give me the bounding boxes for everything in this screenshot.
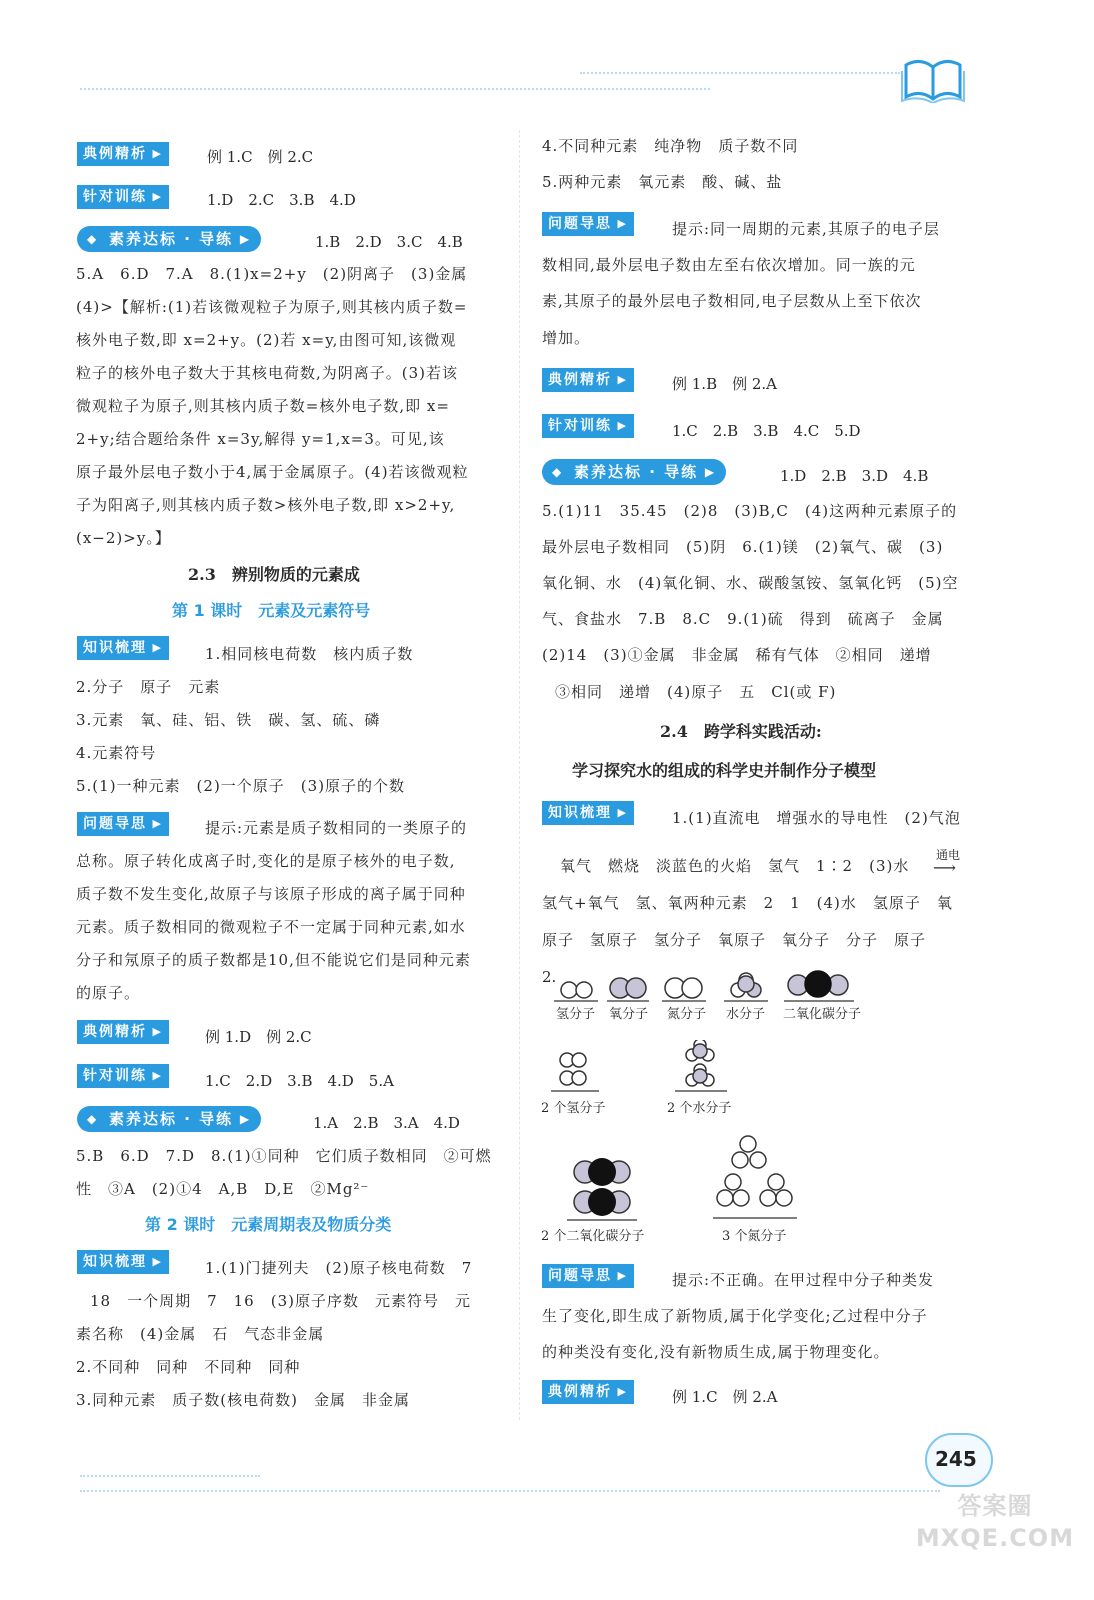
left-line2-1: 5.B 6.D 7.D 8.(1)①同种 它们质子数相同 ②可燃 [76, 1147, 492, 1165]
tag-practice-right: 针对训练 ▶ [542, 414, 634, 438]
section-2-3-title: 2.3 辨别物质的元素成 [188, 565, 360, 584]
tag-knowledge-2: 知识梳理 ▶ [77, 1250, 169, 1274]
right-practice-answers: 1.C 2.B 3.B 4.C 5.D [672, 422, 861, 440]
left-practice-answers: 1.D 2.C 3.B 4.D [207, 191, 356, 209]
right-line-3: 氧化铜、水 (4)氧化铜、水、碳酸氢铵、氢氧化钙 (5)空 [542, 574, 959, 592]
right-guide2-3: 的种类没有变化,没有新物质生成,属于物理变化。 [542, 1343, 890, 1361]
left-line-4: 粒子的核外电子数大于其核电荷数,为阴离子。(3)若该 [76, 364, 459, 382]
right-guide-1: 提示:同一周期的元素,其原子的电子层 [672, 220, 940, 238]
right-line-4: 气、食盐水 7.B 8.C 9.(1)硫 得到 硫离子 金属 [542, 610, 944, 628]
left-knowledge-1: 1.相同核电荷数 核内质子数 [205, 645, 414, 663]
left-line-6: 2+y;结合题给条件 x=3y,解得 y=1,x=3。可见,该 [76, 430, 445, 448]
tag-practice-2: 针对训练 ▶ [77, 1064, 169, 1088]
right-knowledge-4: 原子 氢原子 氢分子 氧原子 氧分子 分子 原子 [542, 931, 927, 949]
right-line-6: ③相同 递增 (4)原子 五 Cl(或 F) [555, 683, 837, 701]
right-guide2-1: 提示:不正确。在甲过程中分子种类发 [672, 1271, 935, 1289]
caption-co2: 二氧化碳分子 [783, 1007, 862, 1022]
left-literacy-answers: 1.B 2.D 3.C 4.B [315, 233, 463, 251]
left-line-9: (x−2)>y。】 [76, 529, 171, 547]
tag-guide-right: 问题导思 ▶ [542, 212, 634, 236]
left-knowledge2-1: 1.(1)门捷列夫 (2)原子核电荷数 7 [205, 1259, 473, 1277]
tag-practice: 针对训练 ▶ [77, 185, 169, 209]
header-dotted-line-2 [580, 72, 900, 74]
tag-example-right-2: 典例精析 ▶ [542, 1380, 634, 1404]
right-knowledge-2: 氧气 燃烧 淡蓝色的火焰 氢气 1∶2 (3)水 [560, 857, 910, 875]
tag-literacy: ◆ 素养达标 · 导练 ▶ [77, 226, 261, 252]
left-line-5: 微观粒子为原子,则其核内质子数=核外电子数,即 x= [76, 397, 450, 415]
left-guide-1: 提示:元素是质子数相同的一类原子的 [205, 819, 468, 837]
right-guide-4: 增加。 [542, 329, 591, 347]
left-knowledge2-5: 3.同种元素 质子数(核电荷数) 金属 非金属 [76, 1391, 411, 1409]
reaction-arrow: ⟶ [933, 858, 956, 877]
tag-literacy-2: ◆ 素养达标 · 导练 ▶ [77, 1106, 261, 1132]
left-knowledge2-2: 18 一个周期 7 16 (3)原子序数 元素符号 元 [90, 1292, 471, 1310]
left-example-answers-2: 例 1.D 例 2.C [205, 1028, 312, 1046]
header-dotted-line [80, 88, 710, 90]
right-line-1: 5.(1)11 35.45 (2)8 (3)B,C (4)这两种元素原子的 [542, 502, 958, 520]
lesson-1-title: 第 1 课时 元素及元素符号 [172, 601, 371, 620]
caption-oxygen: 氧分子 [609, 1007, 649, 1022]
left-guide-2: 总称。原子转化成离子时,变化的是原子核外的电子数, [76, 852, 456, 870]
right-line-5: (2)14 (3)①金属 非金属 稀有气体 ②相同 递增 [542, 646, 932, 664]
column-divider [519, 130, 520, 1420]
caption-2-hydrogen: 2 个氢分子 [541, 1101, 606, 1116]
footer-dotted-line-2 [80, 1490, 940, 1492]
left-knowledge-2: 2.分子 原子 元素 [76, 678, 221, 696]
page-number: 245 [935, 1447, 977, 1471]
left-knowledge-4: 4.元素符号 [76, 744, 157, 762]
left-line-7: 原子最外层电子数小于4,属于金属原子。(4)若该微观粒 [76, 463, 469, 481]
figure-number: 2. [542, 968, 557, 986]
left-guide-5: 分子和氖原子的质子数都是10,但不能说它们是同种元素 [76, 951, 471, 969]
tag-example-2: 典例精析 ▶ [77, 1020, 169, 1044]
tag-knowledge-right: 知识梳理 ▶ [542, 801, 634, 825]
left-line-2: (4)>【解析:(1)若该微观粒子为原子,则其核内质子数= [76, 298, 468, 316]
left-knowledge-5: 5.(1)一种元素 (2)一个原子 (3)原子的个数 [76, 777, 406, 795]
right-knowledge-3: 氢气+氧气 氢、氧两种元素 2 1 (4)水 氢原子 氧 [542, 894, 953, 912]
right-example-answers: 例 1.B 例 2.A [672, 375, 778, 393]
right-line-2: 最外层电子数相同 (5)阴 6.(1)镁 (2)氧气、碳 (3) [542, 538, 944, 556]
tag-knowledge: 知识梳理 ▶ [77, 636, 169, 660]
watermark-logo: 答案圈 MXQE.COM [915, 1492, 1075, 1552]
right-literacy-answers: 1.D 2.B 3.D 4.B [780, 467, 929, 485]
left-line-8: 子为阳离子,则其核内质子数>核外电子数,即 x>2+y, [76, 496, 456, 514]
caption-water: 水分子 [726, 1007, 766, 1022]
left-knowledge2-3: 素名称 (4)金属 石 气态非金属 [76, 1325, 325, 1343]
left-line2-2: 性 ③A (2)①4 A,B D,E ②Mg²⁻ [76, 1180, 370, 1198]
caption-2-co2: 2 个二氧化碳分子 [541, 1229, 645, 1244]
caption-3-nitrogen: 3 个氮分子 [722, 1229, 787, 1244]
caption-2-water: 2 个水分子 [667, 1101, 732, 1116]
left-line-1: 5.A 6.D 7.A 8.(1)x=2+y (2)阴离子 (3)金属 [76, 265, 468, 283]
tag-example: 典例精析 ▶ [77, 142, 169, 166]
right-guide2-2: 生了变化,即生成了新物质,属于化学变化;乙过程中分子 [542, 1307, 928, 1325]
section-2-4-subtitle: 学习探究水的组成的科学史并制作分子模型 [572, 761, 877, 780]
left-practice-answers-2: 1.C 2.D 3.B 4.D 5.A [205, 1072, 394, 1090]
caption-hydrogen: 氢分子 [556, 1007, 596, 1022]
left-guide-4: 元素。质子数相同的微观粒子不一定属于同种元素,如水 [76, 918, 466, 936]
section-2-4-title: 2.4 跨学科实践活动: [660, 722, 822, 741]
molecule-models-row3 [545, 1132, 815, 1222]
left-line-3: 核外电子数,即 x=2+y。(2)若 x=y,由图可知,该微观 [76, 331, 457, 349]
right-guide-3: 素,其原子的最外层电子数相同,电子层数从上至下依次 [542, 292, 922, 310]
left-literacy-answers-2: 1.A 2.B 3.A 4.D [313, 1114, 460, 1132]
tag-literacy-right: ◆ 素养达标 · 导练 ▶ [542, 459, 726, 485]
caption-nitrogen: 氮分子 [667, 1007, 707, 1022]
tag-example-right: 典例精析 ▶ [542, 368, 634, 392]
left-guide-3: 质子数不发生变化,故原子与该原子形成的离子属于同种 [76, 885, 466, 903]
book-icon [900, 55, 966, 103]
right-knowledge-1: 1.(1)直流电 增强水的导电性 (2)气泡 [672, 809, 961, 827]
footer-dotted-line [80, 1475, 260, 1477]
tag-guide-right-2: 问题导思 ▶ [542, 1264, 634, 1288]
right-top-2: 5.两种元素 氧元素 酸、碱、盐 [542, 173, 783, 191]
left-knowledge-3: 3.元素 氧、硅、铝、铁 碳、氢、硫、磷 [76, 711, 381, 729]
left-knowledge2-4: 2.不同种 同种 不同种 同种 [76, 1358, 301, 1376]
left-example-answers: 例 1.C 例 2.C [207, 148, 314, 166]
right-guide-2: 数相同,最外层电子数由左至右依次增加。同一族的元 [542, 256, 916, 274]
lesson-2-title: 第 2 课时 元素周期表及物质分类 [145, 1215, 392, 1234]
right-top-1: 4.不同种元素 纯净物 质子数不同 [542, 137, 799, 155]
electrolysis-condition: 通电 [936, 848, 961, 862]
tag-guide: 问题导思 ▶ [77, 812, 169, 836]
molecule-models-row2 [545, 1040, 765, 1100]
right-example-answers-2: 例 1.C 例 2.A [672, 1388, 778, 1406]
left-guide-6: 的原子。 [76, 984, 141, 1002]
